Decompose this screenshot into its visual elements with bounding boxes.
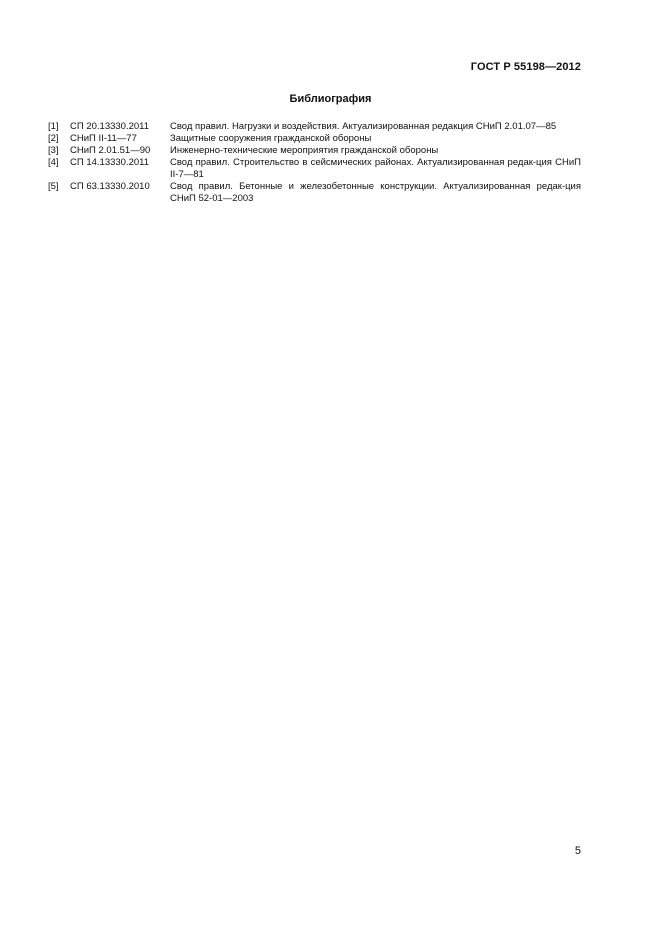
entry-code: СНиП II-11—77 [70, 133, 137, 144]
document-code: ГОСТ Р 55198—2012 [470, 61, 581, 73]
entry-code: СНиП 2.01.51—90 [70, 145, 151, 156]
entry-code: СП 14.13330.2011 [70, 157, 150, 168]
entry-text: Свод правил. Нагрузки и воздействия. Актуализированная редакция СНиП 2.01.07—85 [170, 121, 557, 132]
entry-number: [2] [48, 133, 59, 144]
bibliography-entry [48, 145, 581, 157]
bibliography-list [48, 121, 581, 205]
entry-code: СП 20.13330.2011 [70, 121, 150, 132]
page-number: 5 [574, 845, 581, 857]
entry-number: [5] [48, 181, 59, 192]
entry-code: СП 63.13330.2010 [70, 181, 150, 192]
bibliography-entry [48, 181, 581, 205]
entry-text: Свод правил. Бетонные и железобетонные конструкции. Актуализированная редак-ция СНиП 52-01—2003 [170, 181, 581, 204]
bibliography-entry [48, 157, 581, 181]
entry-text: Свод правил. Строительство в сейсмических районах. Актуализированная редак-ция СНиП II-7—81 [170, 157, 581, 180]
entry-number: [4] [48, 157, 59, 168]
bibliography-title: Библиография [289, 93, 372, 105]
bibliography-entry [48, 133, 581, 145]
entry-number: [1] [48, 121, 59, 132]
entry-text: Защитные сооружения гражданской обороны [170, 133, 372, 144]
entry-text: Инженерно-технические мероприятия гражданской обороны [170, 145, 439, 156]
entry-number: [3] [48, 145, 59, 156]
bibliography-entry [48, 121, 581, 133]
